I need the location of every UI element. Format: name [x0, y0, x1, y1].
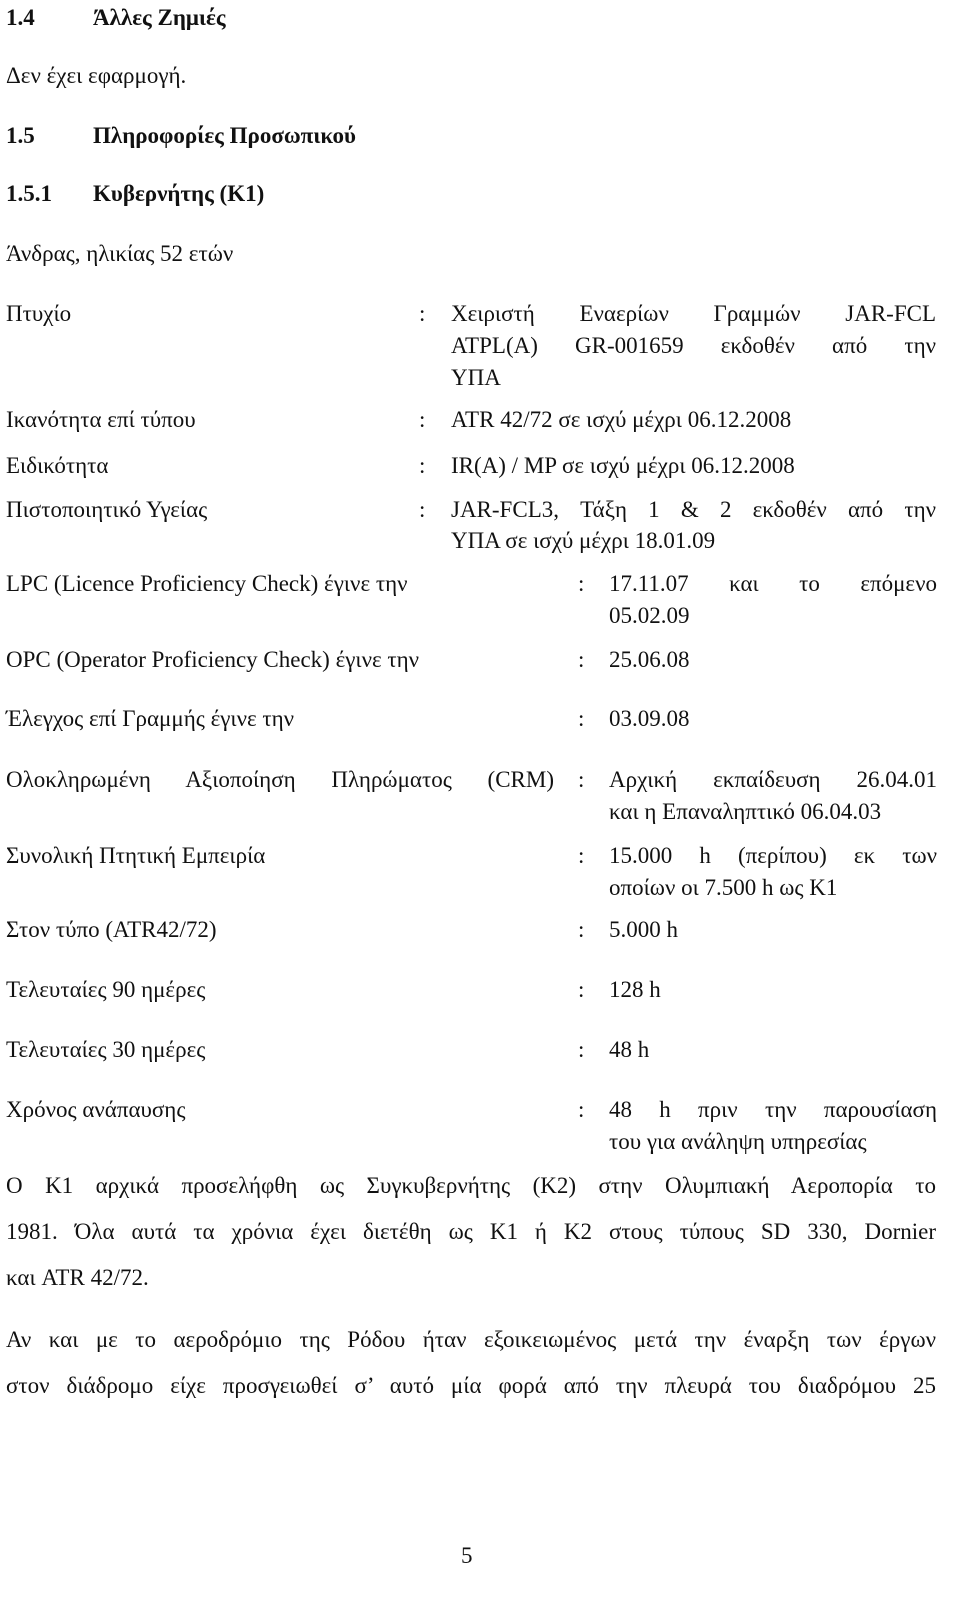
table-row-label: Ολοκληρωμένη Αξιοποίηση Πληρώματος (CRM) [6, 767, 554, 792]
table-row-colon: : [578, 1037, 585, 1062]
section-number-1-5: 1.5 [6, 123, 35, 148]
table-row-colon: : [578, 647, 585, 672]
table-row-colon: : [578, 706, 585, 731]
table-row-value-line: 15.000 h (περίπου) εκ των [609, 843, 937, 868]
table-row-label: Συνολική Πτητική Εμπειρία [6, 843, 266, 868]
table-row-value-line: 25.06.08 [609, 647, 690, 672]
table-row-colon: : [419, 301, 426, 326]
section-number-1-5-1: 1.5.1 [6, 181, 52, 206]
table-row-colon: : [578, 571, 585, 596]
table-row-label: Πιστοποιητικό Υγείας [6, 497, 208, 522]
table-row-colon: : [419, 497, 426, 522]
table-row-value-line: ATPL(A) GR-001659 εκδοθέν από την [451, 333, 936, 358]
table-row-label: Τελευταίες 90 ημέρες [6, 977, 206, 1002]
table-row-value-line: Αρχική εκπαίδευση 26.04.01 [609, 767, 937, 792]
table-row-label: Πτυχίο [6, 301, 72, 326]
paragraph-line: Ο Κ1 αρχικά προσελήφθη ως Συγκυβερνήτης (Κ2) στην Ολυμπιακή Αεροπορία το [6, 1173, 936, 1198]
table-row-value-line: 05.02.09 [609, 603, 690, 628]
table-row-value-line: και η Επαναληπτικό 06.04.03 [609, 799, 882, 824]
captain-intro: Άνδρας, ηλικίας 52 ετών [6, 241, 234, 266]
table-row-value-line: 48 h πριν την παρουσίαση [609, 1097, 937, 1122]
table-row-value-line: IR(A) / MP σε ισχύ μέχρι 06.12.2008 [451, 453, 795, 478]
paragraph-line: 1981. Όλα αυτά τα χρόνια έχει διετέθη ως Κ1 ή Κ2 στους τύπους SD 330, Dornier [6, 1219, 936, 1244]
table-row-colon: : [419, 453, 426, 478]
paragraph-line: στον διάδρομο είχε προσγειωθεί σ’ αυτό μία φορά από την πλευρά του διαδρόμου 25 [6, 1373, 936, 1398]
section-title-1-4: Άλλες Ζημιές [93, 5, 226, 30]
table-row-label: Χρόνος ανάπαυσης [6, 1097, 186, 1122]
table-row-value-line: 5.000 h [609, 917, 678, 942]
page-number: 5 [461, 1543, 473, 1568]
table-row-colon: : [578, 917, 585, 942]
table-row-colon: : [578, 767, 585, 792]
table-row-label: Στον τύπο (ATR42/72) [6, 917, 217, 942]
table-row-value-line: JAR-FCL3, Τάξη 1 & 2 εκδοθέν από την [451, 497, 936, 522]
section-title-1-5: Πληροφορίες Προσωπικού [93, 123, 356, 148]
paragraph-line: Αν και με το αεροδρόμιο της Ρόδου ήταν εξοικειωμένος μετά την έναρξη των έργων [6, 1327, 936, 1352]
table-row-value-line: ATR 42/72 σε ισχύ μέχρι 06.12.2008 [451, 407, 792, 432]
table-row-value-line: ΥΠΑ [451, 365, 501, 390]
table-row-label: OPC (Operator Proficiency Check) έγινε την [6, 647, 420, 672]
table-row-label: Ειδικότητα [6, 453, 109, 478]
section-number-1-4: 1.4 [6, 5, 35, 30]
table-row-colon: : [578, 843, 585, 868]
table-row-value-line: του για ανάληψη υπηρεσίας [609, 1129, 867, 1154]
table-row-label: Έλεγχος επί Γραμμής έγινε την [6, 706, 295, 731]
table-row-colon: : [578, 1097, 585, 1122]
table-row-label: Τελευταίες 30 ημέρες [6, 1037, 206, 1062]
table-row-value-line: ΥΠΑ σε ισχύ μέχρι 18.01.09 [451, 528, 716, 553]
table-row-value-line: 128 h [609, 977, 661, 1002]
table-row-value-line: 17.11.07 και το επόμενο [609, 571, 937, 596]
paragraph-line: και ATR 42/72. [6, 1265, 149, 1290]
table-row-label: Ικανότητα επί τύπου [6, 407, 196, 432]
section-title-1-5-1: Κυβερνήτης (Κ1) [93, 181, 265, 206]
table-row-value-line: 03.09.08 [609, 706, 690, 731]
section-1-4-text: Δεν έχει εφαρμογή. [6, 63, 187, 88]
table-row-colon: : [419, 407, 426, 432]
table-row-colon: : [578, 977, 585, 1002]
table-row-value-line: 48 h [609, 1037, 650, 1062]
table-row-value-line: Χειριστή Εναερίων Γραμμών JAR-FCL [451, 301, 936, 326]
table-row-label: LPC (Licence Proficiency Check) έγινε την [6, 571, 408, 596]
table-row-value-line: οποίων οι 7.500 h ως Κ1 [609, 875, 838, 900]
